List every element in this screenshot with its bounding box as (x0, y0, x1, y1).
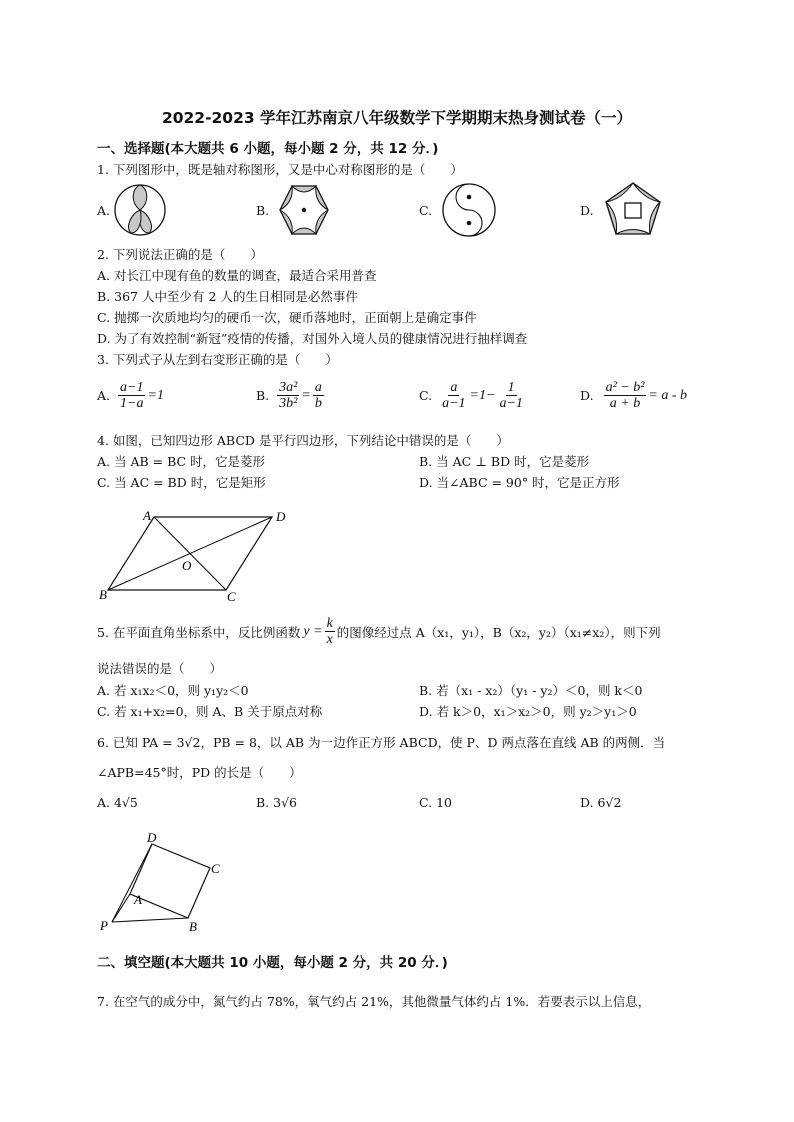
q3-b-denominator: 3b² (279, 396, 298, 411)
q3-b-fraction (277, 380, 299, 411)
q1-figure-d-pentagon (604, 181, 662, 237)
question-3-stem: 3. 下列式子从左到右变形正确的是（ ） (97, 352, 338, 367)
q1-figure-b-hexagon (276, 182, 332, 238)
q3-b-equals: = (301, 387, 311, 403)
q3-d-numerator: a² − b² (605, 380, 645, 395)
q5-stem-pre: 5. 在平面直角坐标系中，反比例函数 (97, 624, 301, 640)
q3-c-rhs-denominator: a−1 (499, 396, 523, 411)
q6-square-figure (96, 828, 226, 936)
q5-option-c: C. 若 x₁+x₂=0，则 A、B 关于原点对称 (97, 704, 323, 719)
question-7-stem: 7. 在空气的成分中，氮气约占 78%，氧气约占 21%，其他微量气体约占 1%．若要表示以上信息， (97, 994, 651, 1009)
q3-a-label: A. (97, 388, 111, 403)
q1-figure-a-trefoil (113, 183, 167, 237)
q3-d-denominator: a + b (609, 396, 641, 411)
q6-label-a: A (134, 892, 142, 907)
q6-option-b: B. 3√6 (256, 795, 298, 810)
question-2-stem: 2. 下列说法正确的是（ ） (97, 247, 263, 262)
q6-label-b: B (189, 919, 197, 934)
q2-option-c: C. 抛掷一次质地均匀的硬币一次，硬币落地时，正面朝上是确定事件 (97, 310, 477, 325)
q4-label-c: C (227, 589, 236, 604)
q4-option-c: C. 当 AC = BD 时，它是矩形 (97, 475, 266, 490)
q5-k-over-x (325, 616, 335, 647)
q1-option-a-label: A. (97, 203, 111, 218)
q6-option-a: A. 4√5 (97, 795, 138, 810)
q4-label-b: B (99, 587, 107, 602)
q6-label-p: P (100, 918, 108, 933)
q5-option-b: B. 若（x₁ - x₂）（y₁ - y₂）＜0，则 k＜0 (419, 683, 643, 698)
q3-option-d (580, 380, 687, 411)
q6-option-c: C. 10 (419, 795, 452, 810)
page-title: 2022-2023 学年江苏南京八年级数学下学期期末热身测试卷（一） (161, 109, 633, 127)
q3-c-denominator: a−1 (442, 396, 466, 411)
q3-b-numerator: 3a² (279, 380, 298, 395)
q1-option-c-label: C. (419, 203, 433, 218)
q2-option-a: A. 对长江中现有鱼的数量的调查，最适合采用普查 (97, 268, 377, 283)
q4-option-d: D. 当∠ABC = 90° 时，它是正方形 (419, 475, 620, 490)
question-5-stem (97, 616, 661, 647)
q4-option-b: B. 当 AC ⊥ BD 时，它是菱形 (419, 454, 590, 469)
q3-c-rhs-numerator: 1 (507, 380, 515, 395)
question-5-stem-line2: 说法错误的是（ ） (97, 661, 223, 676)
q3-b-label: B. (256, 388, 270, 403)
q6-option-d: D. 6√2 (580, 795, 622, 810)
q3-c-equals: =1− (469, 387, 496, 403)
question-4-stem: 4. 如图，已知四边形 ABCD 是平行四边形，下列结论中错误的是（ ） (97, 433, 509, 448)
section-heading-fill-blank: 二、填空题(本大题共 10 小题，每小题 2 分，共 20 分．) (97, 955, 448, 971)
q2-option-b: B. 367 人中至少有 2 人的生日相同是必然事件 (97, 289, 358, 304)
q3-c-fraction (440, 380, 467, 411)
q3-a-fraction (118, 380, 145, 411)
q4-parallelogram-figure (96, 505, 306, 605)
question-6-stem-line2: ∠APB=45°时，PD 的长是（ ） (97, 765, 302, 780)
q2-option-d: D. 为了有效控制“新冠”疫情的传播，对国外入境人员的健康情况进行抽样调查 (97, 331, 528, 346)
q3-b-rhs-numerator: a (314, 380, 322, 395)
q3-b-rhs-denominator: b (314, 396, 322, 411)
q4-label-d: D (276, 509, 286, 524)
q5-stem-post: 的图像经过点 A（x₁，y₁），B（x₂，y₂）（x₁≠x₂），则下列 (336, 624, 661, 640)
q3-c-label: C. (419, 388, 433, 403)
q6-label-d: D (147, 830, 157, 845)
q3-a-numerator: a−1 (120, 380, 144, 395)
q3-c-numerator: a (450, 380, 458, 395)
q3-a-denominator: 1−a (120, 396, 144, 411)
question-1-stem: 1. 下列图形中，既是轴对称图形，又是中心对称图形的是（ ） (97, 162, 463, 177)
q3-c-rhs-fraction (497, 380, 524, 411)
q3-option-a (97, 380, 164, 411)
q3-d-rhs: = a - b (648, 387, 688, 403)
q4-option-a: A. 当 AB = BC 时，它是菱形 (97, 454, 266, 469)
q4-label-a: A (143, 508, 151, 523)
q3-d-label: D. (580, 388, 594, 403)
q1-figure-c-yinyang (441, 182, 497, 238)
q6-label-c: C (211, 861, 220, 876)
q3-option-c (419, 380, 527, 411)
q3-a-rhs: =1 (147, 387, 164, 403)
question-6-stem: 6. 已知 PA = 3√2，PB = 8，以 AB 为一边作正方形 ABCD，使 P、D 两点落在直线 AB 的两侧．当 (97, 735, 666, 750)
q5-k: k (326, 616, 333, 631)
q5-x: x (326, 632, 333, 647)
q5-option-a: A. 若 x₁x₂＜0，则 y₁y₂＜0 (97, 683, 249, 698)
q1-option-d-label: D. (580, 203, 594, 218)
q1-option-b-label: B. (256, 203, 270, 218)
q3-option-b (256, 380, 326, 411)
q3-d-fraction (604, 380, 647, 411)
q3-b-rhs-fraction (313, 380, 324, 411)
section-heading-choice: 一、选择题(本大题共 6 小题，每小题 2 分，共 12 分．) (97, 141, 439, 157)
q5-y-eq: y = (303, 623, 323, 639)
q4-label-o: O (182, 558, 192, 573)
q5-option-d: D. 若 k＞0，x₁＞x₂＞0，则 y₂＞y₁＞0 (419, 704, 637, 719)
